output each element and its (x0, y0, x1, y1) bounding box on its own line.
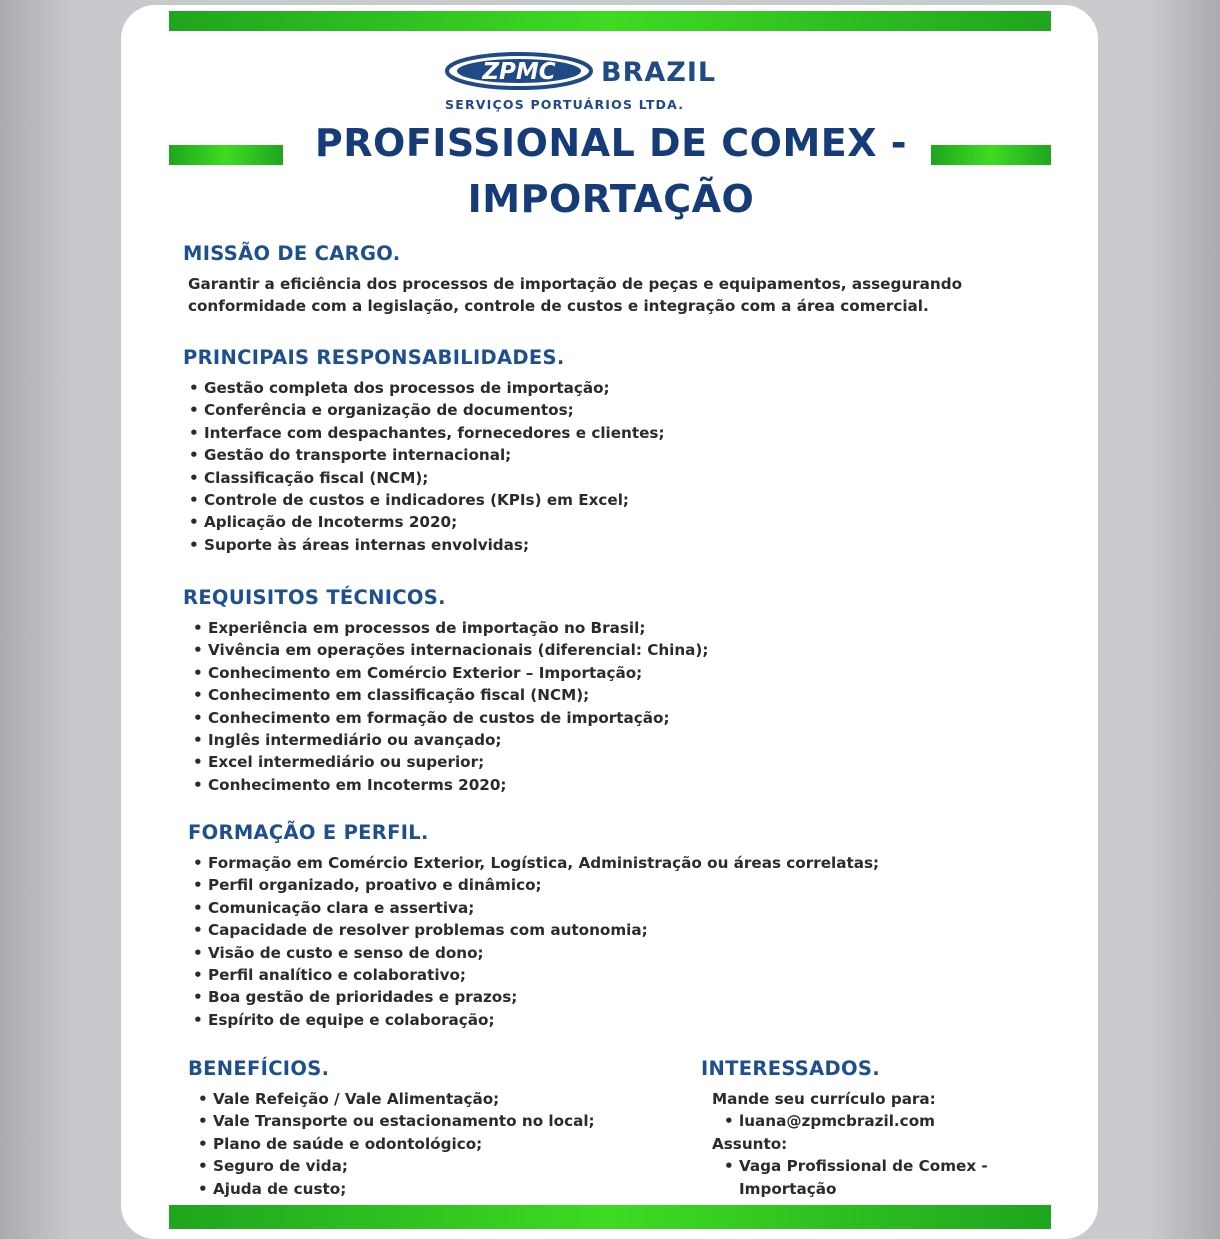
list-item: • Visão de custo e senso de dono; (193, 942, 879, 964)
list-item: • Espírito de equipe e colaboração; (193, 1009, 879, 1031)
list-item: • Controle de custos e indicadores (KPIs) em Excel; (189, 489, 665, 511)
section-missao (183, 241, 1043, 318)
logo-brand-text: BRAZIL (601, 57, 717, 88)
list-item: • Interface com despachantes, fornecedores e clientes; (189, 422, 665, 444)
section-heading: PRINCIPAIS RESPONSABILIDADES. (183, 346, 565, 369)
contact-email-link[interactable]: • luana@zpmcbrazil.com (724, 1110, 1041, 1132)
section-heading: INTERESSADOS. (701, 1057, 880, 1080)
list-item: • Vivência em operações internacionais (diferencial: China); (193, 639, 708, 661)
list-item: • Comunicação clara e assertiva; (193, 897, 879, 919)
beneficios-list (198, 1088, 595, 1200)
page-title: PROFISSIONAL DE COMEX - IMPORTAÇÃO (314, 121, 908, 221)
section-beneficios (188, 1056, 595, 1200)
job-posting-card (121, 5, 1098, 1239)
list-item: • Seguro de vida; (198, 1155, 595, 1177)
list-item: • Perfil analítico e colaborativo; (193, 964, 879, 986)
list-item: • Boa gestão de prioridades e prazos; (193, 986, 879, 1008)
list-item: • Conferência e organização de documentos; (189, 399, 665, 421)
list-item: • Capacidade de resolver problemas com autonomia; (193, 919, 879, 941)
top-green-bar (169, 11, 1051, 31)
list-item: • Excel intermediário ou superior; (193, 751, 708, 773)
list-item: • Experiência em processos de importação no Brasil; (193, 617, 708, 639)
formacao-list (193, 852, 879, 1031)
logo-mark-text: ZPMC (482, 59, 556, 85)
list-item: • Aplicação de Incoterms 2020; (189, 511, 665, 533)
section-heading: MISSÃO DE CARGO. (183, 242, 401, 265)
list-item: • Formação em Comércio Exterior, Logística, Administração ou áreas correlatas; (193, 852, 879, 874)
list-item: • Classificação fiscal (NCM); (189, 467, 665, 489)
list-item: • Ajuda de custo; (198, 1178, 595, 1200)
zpmc-logo-mark (443, 49, 599, 93)
list-item: • Suporte às áreas internas envolvidas; (189, 534, 665, 556)
section-heading: BENEFÍCIOS. (188, 1057, 330, 1080)
list-item: • Inglês intermediário ou avançado; (193, 729, 708, 751)
list-item: • Conhecimento em classificação fiscal (NCM); (193, 684, 708, 706)
list-item: • Vale Refeição / Vale Alimentação; (198, 1088, 595, 1110)
section-formacao (188, 820, 879, 1031)
bottom-green-bar (169, 1205, 1051, 1229)
list-item: • Plano de saúde e odontológico; (198, 1133, 595, 1155)
list-item: • Conhecimento em Comércio Exterior – Importação; (193, 662, 708, 684)
responsabilidades-list (189, 377, 665, 556)
section-requisitos (183, 585, 708, 796)
logo-subtitle: SERVIÇOS PORTUÁRIOS LTDA. (445, 97, 685, 112)
section-interessados (701, 1056, 1041, 1200)
send-label: Mande seu currículo para: (712, 1090, 936, 1108)
subject-label: Assunto: (712, 1134, 788, 1153)
list-item: • Vale Transporte ou estacionamento no local; (198, 1110, 595, 1132)
list-item: • Gestão do transporte internacional; (189, 444, 665, 466)
list-item: • Gestão completa dos processos de importação; (189, 377, 665, 399)
title-left-green-bar (169, 145, 283, 165)
subject-list (724, 1155, 1041, 1200)
list-item: • Perfil organizado, proativo e dinâmico; (193, 874, 879, 896)
section-responsabilidades (183, 345, 665, 556)
requisitos-list (193, 617, 708, 796)
missao-text: Garantir a eficiência dos processos de importação de peças e equipamentos, assegurando conformidade com a legislação, controle de custos e integração com a área comercial. (188, 275, 963, 316)
list-item: • Conhecimento em Incoterms 2020; (193, 774, 708, 796)
section-heading: REQUISITOS TÉCNICOS. (183, 586, 446, 609)
email-list (724, 1110, 1041, 1132)
title-right-green-bar (931, 145, 1051, 165)
list-item: • Conhecimento em formação de custos de importação; (193, 707, 708, 729)
company-logo (443, 49, 743, 115)
section-heading: FORMAÇÃO E PERFIL. (188, 821, 429, 844)
subject-text: • Vaga Profissional de Comex - Importação (724, 1155, 1024, 1200)
